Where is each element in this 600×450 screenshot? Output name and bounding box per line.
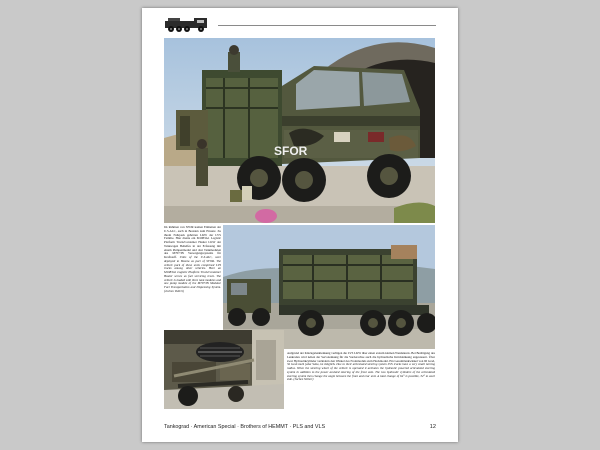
magazine-page: [142, 8, 458, 442]
caption-2-en: Due to their articulated steering system LVS trucks have a very small turning radius. When the steering wheel of the vehicle is operated it activates the hydraulic powered articulated steering system in addition to the power assisted steering of the front axle. The two hydraulic cylinders of the articulated steering system then change the angle between the front and rear unit. A total change of 64° is possible, 32° to each side. (Jochen Vollert): [287, 362, 435, 382]
caption-2: [287, 352, 435, 412]
military-vehicle-logo-icon: [164, 15, 210, 33]
caption-2-de: Aufgrund der Knickgelenklenkung verfügen die LVS LKW über einen extrem kleinen Wendekreis. Bei Betätigung des Lenkrades wird neben der Servolenkung für die Vorderachse auch die hydraulische Knicklenkung angesteuert. Über zwei Hydraulikzylinder verändern den Winkel des Frontmoduls zum Heckmodul. Ein Gesamtlenkwinkel von 60 Grad, 32 Grad nach jeder Seite, ist möglich.: [287, 352, 435, 367]
photo-hemtt-sfor-truck: [164, 38, 435, 223]
photo-steering-axle-detail: [164, 330, 284, 409]
caption-1-de: Im Rahmen von SFOR kamen Einheiten der U.S.ALC, auch in Bosnien zum Einsatz. Zu ihrem Fuhrpark gehörten LKW der LVS Familie. Hier diente ein M1083A1 Logistic Platform Truck/Container Hauler LKW der Tankwagen Behelfes in der Erfassung mit einem Pumpenmodul und drei Tankmodulen des M707/IN Versorgungssystems für Kraftstoff.: [164, 226, 221, 259]
sfor-badge: SFOR: [274, 144, 308, 158]
page-number: 12: [429, 424, 436, 430]
header-rule: [218, 25, 436, 26]
caption-1-en: Units of the U.S.ALC, were deployed to Bosnia as part of SFOR. The vehicle park of these units comprised LVS trucks among other vehicles. Here an M1083A1 Logistic Platform Truck/Container Hauler serves as fuel servicing truck. The vehicle is loaded with three tank modules and one pump module of the M707/IN Modular Fuel Transportation and Dispensing System. (Jochen Vollert): [164, 255, 221, 293]
footer-title: Tankograd · American Special · Brothers of HEMMT · PLS and VLS: [164, 424, 326, 430]
caption-1: [164, 226, 221, 330]
